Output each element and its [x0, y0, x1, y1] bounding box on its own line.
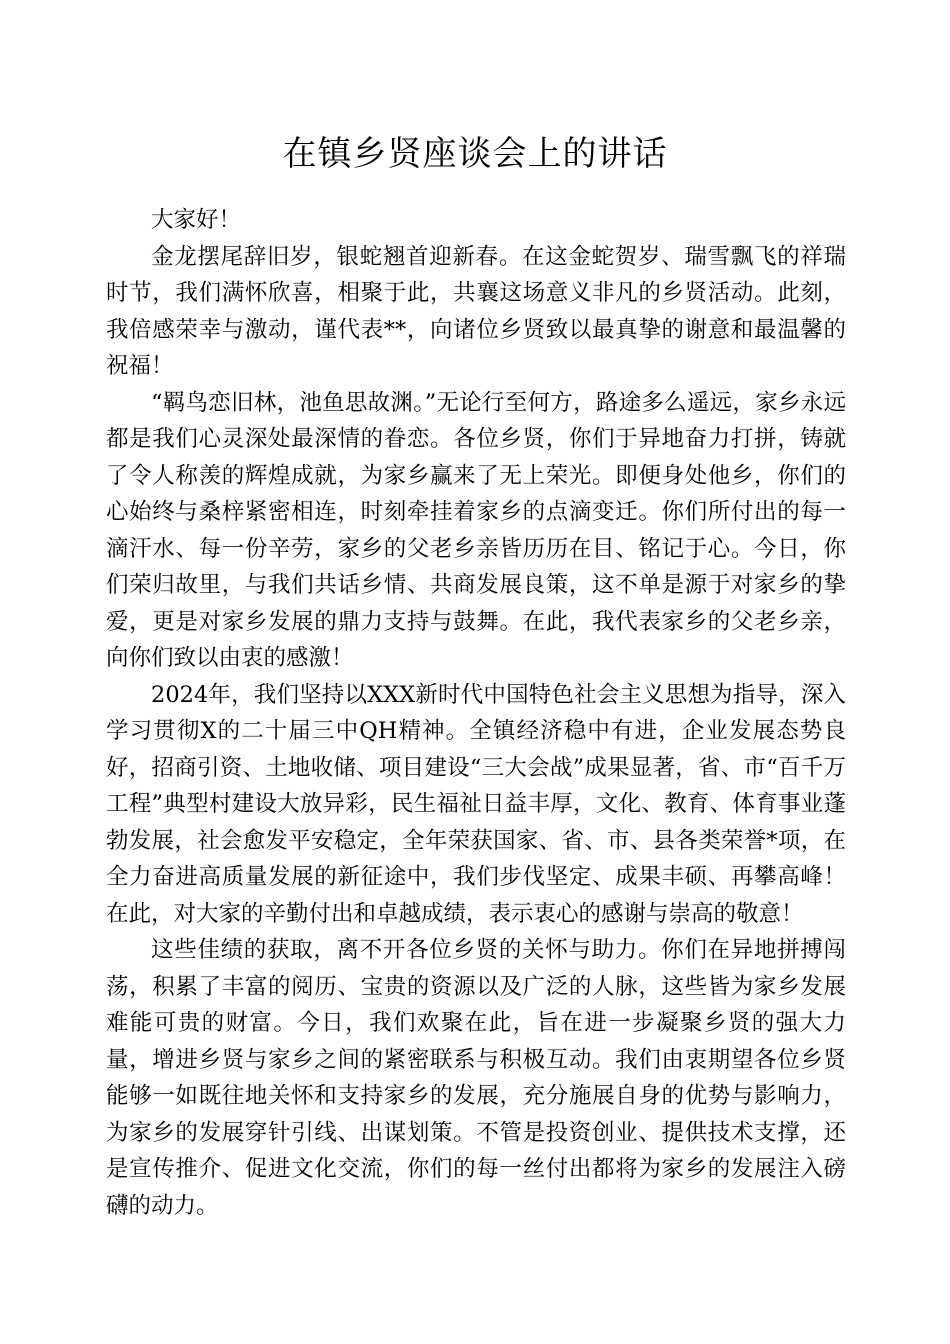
greeting-paragraph: 大家好！ [151, 207, 242, 233]
body-paragraph: 这些佳绩的获取，离不开各位乡贤的关怀与助力。你们在异地拼搏闯荡，积累了丰富的阅历、宝贵的资源以及广泛的人脉，这些皆为家乡发展难能可贵的财富。今日，我们欢聚在此，旨在进一步凝聚乡贤的强大力量，增进乡贤与家乡之间的紧密联系与积极互动。我们由衷期望各位乡贤能够一如既往地关怀和支持家乡的发展，充分施展自身的优势与影响力，为家乡的发展穿针引线、出谋划策。不管是投资创业、提供技术支撑，还是宣传推介、促进文化交流，你们的每一丝付出都将为家乡的发展注入磅礴的动力。 [106, 937, 846, 1219]
body-paragraph: 2024年，我们坚持以XXX新时代中国特色社会主义思想为指导，深入学习贯彻X的二十届三中QH精神。全镇经济稳中有进，企业发展态势良好，招商引资、土地收储、项目建设“三大会战”成果显著，省、市“百千万工程”典型村建设大放异彩，民生福祉日益丰厚，文化、教育、体育事业蓬勃发展，社会愈发平安稳定，全年荣获国家、省、市、县各类荣誉*项，在全力奋进高质量发展的新征途中，我们步伐坚定、成果丰硕、再攀高峰！在此，对大家的辛勤付出和卓越成绩，表示衷心的感谢与崇高的敬意！ [106, 681, 846, 927]
body-paragraph: 金龙摆尾辞旧岁，银蛇翘首迎新春。在这金蛇贺岁、瑞雪飘飞的祥瑞时节，我们满怀欣喜，相聚于此，共襄这场意义非凡的乡贤活动。此刻，我倍感荣幸与激动，谨代表**，向诸位乡贤致以最真挚的谢意和最温馨的祝福！ [106, 243, 846, 379]
body-paragraph: “羁鸟恋旧林，池鱼思故渊。”无论行至何方，路途多么遥远，家乡永远都是我们心灵深处最深情的眷恋。各位乡贤，你们于异地奋力打拼，铸就了令人称羡的辉煌成就，为家乡赢来了无上荣光。即便身处他乡，你们的心始终与桑梓紧密相连，时刻牵挂着家乡的点滴变迁。你们所付出的每一滴汗水、每一份辛劳，家乡的父老乡亲皆历历在目、铭记于心。今日，你们荣归故里，与我们共话乡情、共商发展良策，这不单是源于对家乡的挚爱，更是对家乡发展的鼎力支持与鼓舞。在此，我代表家乡的父老乡亲，向你们致以由衷的感激！ [106, 389, 846, 671]
document-body [106, 202, 846, 1224]
document-title: 在镇乡贤座谈会上的讲话 [282, 134, 668, 174]
